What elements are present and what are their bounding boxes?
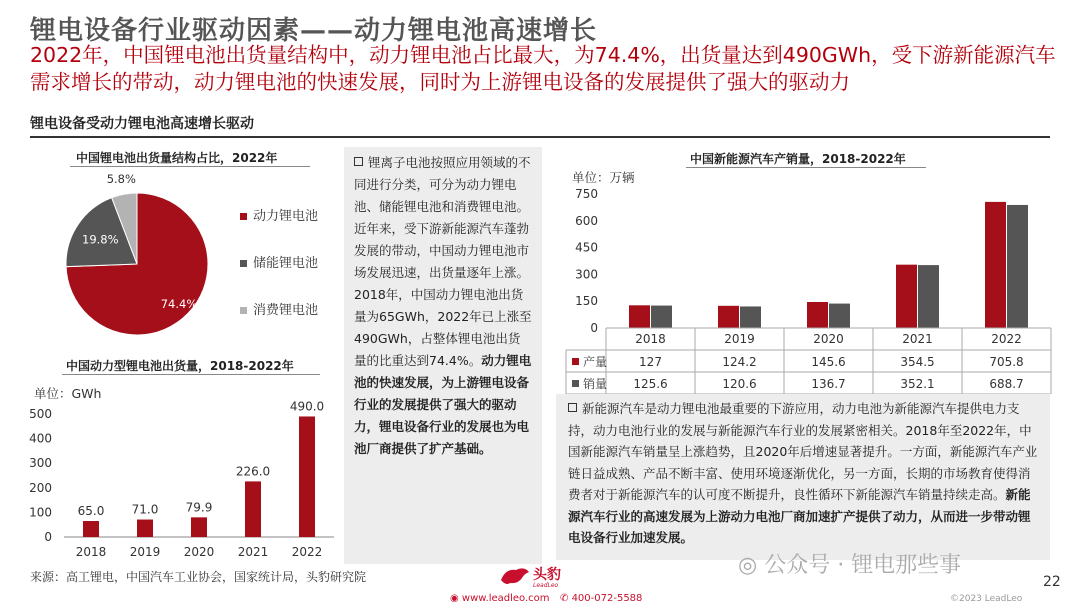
text-box-2-normal: 新能源汽车是动力锂电池最重要的下游应用，动力电池为新能源汽车提供电力支持，动力电池行业的发展与新能源汽车行业的发展紧密相关。2018年至2022年，中国新能源汽车销量呈上涨趋势，且2020年后增速显著提升。一方面，新能源汽车产业链日益成熟、产品不断丰富、使用环境逐渐优化，另一方面，长期的市场教育使得消费者对于新能源汽车的认可度不断提升，良性循环下新能源汽车销量持续走高。 — [568, 401, 1038, 502]
pie-label-0: 74.4% — [160, 297, 198, 311]
bar1-ytick-label: 200 — [29, 480, 52, 495]
bar2-table-cell: 124.2 — [722, 355, 757, 369]
bar2-xtick-label: 2019 — [724, 332, 755, 346]
section-title: 锂电设备受动力锂电池高速增长驱动 — [30, 116, 254, 132]
bar2-ytick-label: 450 — [575, 240, 598, 255]
phone-icon: ✆ — [560, 593, 572, 604]
page-number: 22 — [1043, 574, 1061, 590]
globe-icon: ◉ — [450, 593, 462, 604]
source-note: 来源：高工锂电，中国汽车工业协会，国家统计局，头豹研究院 — [30, 570, 367, 584]
bar2-bar-产量-2020 — [807, 302, 828, 328]
bar2-xtick-label: 2020 — [813, 332, 844, 346]
legend-label-storage: 储能锂电池 — [253, 256, 319, 271]
bar1-value-label: 71.0 — [131, 502, 159, 517]
legend-item-power — [240, 205, 318, 224]
bar2-table-cell: 125.6 — [633, 377, 668, 391]
wechat-icon: ◎ — [738, 553, 765, 578]
bar1-value-label: 79.9 — [185, 500, 213, 515]
bar-chart-1-title: 中国动力型锂电池出货量，2018-2022年 — [66, 359, 294, 373]
bar2-bar-产量-2022 — [985, 202, 1006, 328]
bar2-legend-swatch-1 — [572, 380, 579, 387]
bar2-legend-label-1: 销量 — [583, 377, 608, 391]
logo-text: 头豹 — [533, 567, 561, 583]
bar1-value-label: 226.0 — [235, 464, 271, 479]
watermark-text: 公众号 · 锂电那些事 — [764, 553, 962, 578]
bar-chart-2-unit: 单位：万辆 — [572, 170, 635, 185]
contact-website[interactable] — [450, 593, 550, 604]
text-box-1-normal: 锂离子电池按照应用领域的不同进行分类，可分为动力锂电池、储能锂电池和消费锂电池。近年来，受下游新能源汽车蓬勃发展的带动，中国动力锂电池市场发展迅速，出货量逐年上涨。2018年，中国动力锂电池出货量为65GWh，2022年已上涨至490GWh，占整体锂电池出货量的比重达到74.4%。 — [354, 155, 532, 368]
bar-chart-2-title: 中国新能源汽车产销量，2018-2022年 — [690, 152, 906, 166]
bar2-table-cell: 127 — [639, 355, 662, 369]
bar2-bar-产量-2018 — [629, 305, 650, 328]
bar2-ytick-label: 150 — [575, 294, 598, 309]
bar2-xtick-label: 2018 — [635, 332, 666, 346]
bar1-bar-2022 — [299, 416, 315, 537]
logo-subtext: LeadLeo — [533, 582, 559, 589]
bar2-ytick-label: 750 — [575, 187, 598, 201]
bar1-value-label: 65.0 — [77, 504, 105, 519]
bar2-ytick-label: 600 — [575, 213, 598, 228]
pie-chart-title-underline — [70, 166, 310, 167]
bar2-xtick-label: 2021 — [902, 332, 933, 346]
bar2-bar-销量-2018 — [651, 306, 672, 328]
page-subtitle: 2022年，中国锂电池出货量结构中，动力锂电池占比最大，为74.4%，出货量达到490GWh，受下游新能源汽车需求增长的带动，动力锂电池的快速发展，同时为上游锂电设备的发展提供了强大的驱动力 — [30, 43, 1056, 94]
legend-label-consumer: 消费锂电池 — [253, 303, 319, 318]
pie-legend — [240, 205, 318, 318]
bar2-bar-产量-2021 — [896, 265, 917, 328]
bar2-table-cell: 120.6 — [722, 377, 757, 391]
bar1-ytick-label: 0 — [44, 530, 52, 544]
bar1-bar-2020 — [191, 517, 207, 537]
bar2-legend-swatch-0 — [572, 358, 579, 365]
pie-label-1: 19.8% — [82, 232, 119, 247]
bar-chart-1-title-underline — [62, 374, 320, 375]
pie-chart-title: 中国锂电池出货量结构占比，2022年 — [76, 151, 278, 165]
bar1-bar-2019 — [137, 520, 153, 537]
phone-text: 400-072-5588 — [571, 593, 643, 604]
checkbox-icon — [568, 403, 577, 412]
bar1-ytick-label: 400 — [29, 431, 52, 446]
bar2-table-cell: 352.1 — [900, 377, 935, 391]
bar1-xtick-label: 2018 — [75, 545, 107, 559]
contact-phone[interactable] — [560, 593, 642, 604]
leopard-logo-icon — [498, 564, 532, 588]
legend-swatch-power — [240, 213, 247, 220]
copyright: ©2023 LeadLeo — [950, 594, 1023, 604]
checkbox-icon — [354, 157, 363, 166]
bar1-ytick-label: 100 — [29, 505, 52, 520]
pie-label-2: 5.8% — [106, 171, 136, 186]
bar2-bar-销量-2019 — [740, 306, 761, 328]
bar2-ytick-label: 300 — [575, 267, 598, 282]
bar-chart-1-unit: 单位：GWh — [34, 386, 102, 401]
bar1-xtick-label: 2020 — [183, 545, 215, 559]
bar1-bar-2018 — [83, 521, 99, 537]
bar-chart-1 — [24, 378, 340, 566]
bar2-ytick-label: 0 — [590, 321, 598, 335]
legend-item-consumer — [240, 299, 318, 318]
bar2-bar-产量-2019 — [718, 306, 739, 328]
watermark — [738, 548, 961, 579]
bar2-table-cell: 688.7 — [989, 377, 1024, 391]
bar1-xtick-label: 2022 — [291, 545, 323, 559]
bar2-bar-销量-2020 — [829, 304, 850, 328]
legend-swatch-consumer — [240, 307, 247, 314]
legend-item-storage — [240, 252, 318, 271]
bar2-xtick-label: 2022 — [991, 332, 1022, 346]
section-divider — [30, 136, 1050, 138]
bar2-bar-销量-2021 — [918, 265, 939, 328]
bar2-table-cell: 705.8 — [989, 355, 1024, 369]
bar1-xtick-label: 2021 — [237, 545, 269, 559]
bar1-ytick-label: 300 — [29, 456, 52, 471]
text-box-1 — [344, 147, 542, 564]
text-box-2 — [556, 394, 1050, 560]
website-text: www.leadleo.com — [461, 593, 550, 604]
bar2-bar-销量-2022 — [1007, 205, 1028, 328]
bar1-value-label: 490.0 — [289, 399, 325, 414]
bar-chart-2 — [556, 168, 1056, 394]
bar1-ytick-label: 500 — [29, 407, 52, 421]
text-box-1-bold: 动力锂电池的快速发展，为上游锂电设备行业的发展提供了强大的驱动力，锂电设备行业的发展也为电池厂商提供了扩产基础。 — [354, 353, 532, 456]
bar1-bar-2021 — [245, 481, 261, 537]
text-box-2-bold: 新能源汽车行业的高速发展为上游动力电池厂商加速扩产提供了动力，从而进一步带动锂电设备行业加速发展。 — [568, 487, 1031, 545]
legend-label-power: 动力锂电池 — [253, 209, 319, 224]
bar2-legend-label-0: 产量 — [583, 355, 608, 369]
bar2-table-cell: 136.7 — [811, 377, 846, 391]
page-title: 锂电设备行业驱动因素——动力锂电池高速增长 — [30, 16, 598, 46]
legend-swatch-storage — [240, 260, 247, 267]
bar1-xtick-label: 2019 — [129, 545, 161, 559]
bar2-table-cell: 354.5 — [900, 355, 935, 369]
bar2-table-cell: 145.6 — [811, 355, 846, 369]
